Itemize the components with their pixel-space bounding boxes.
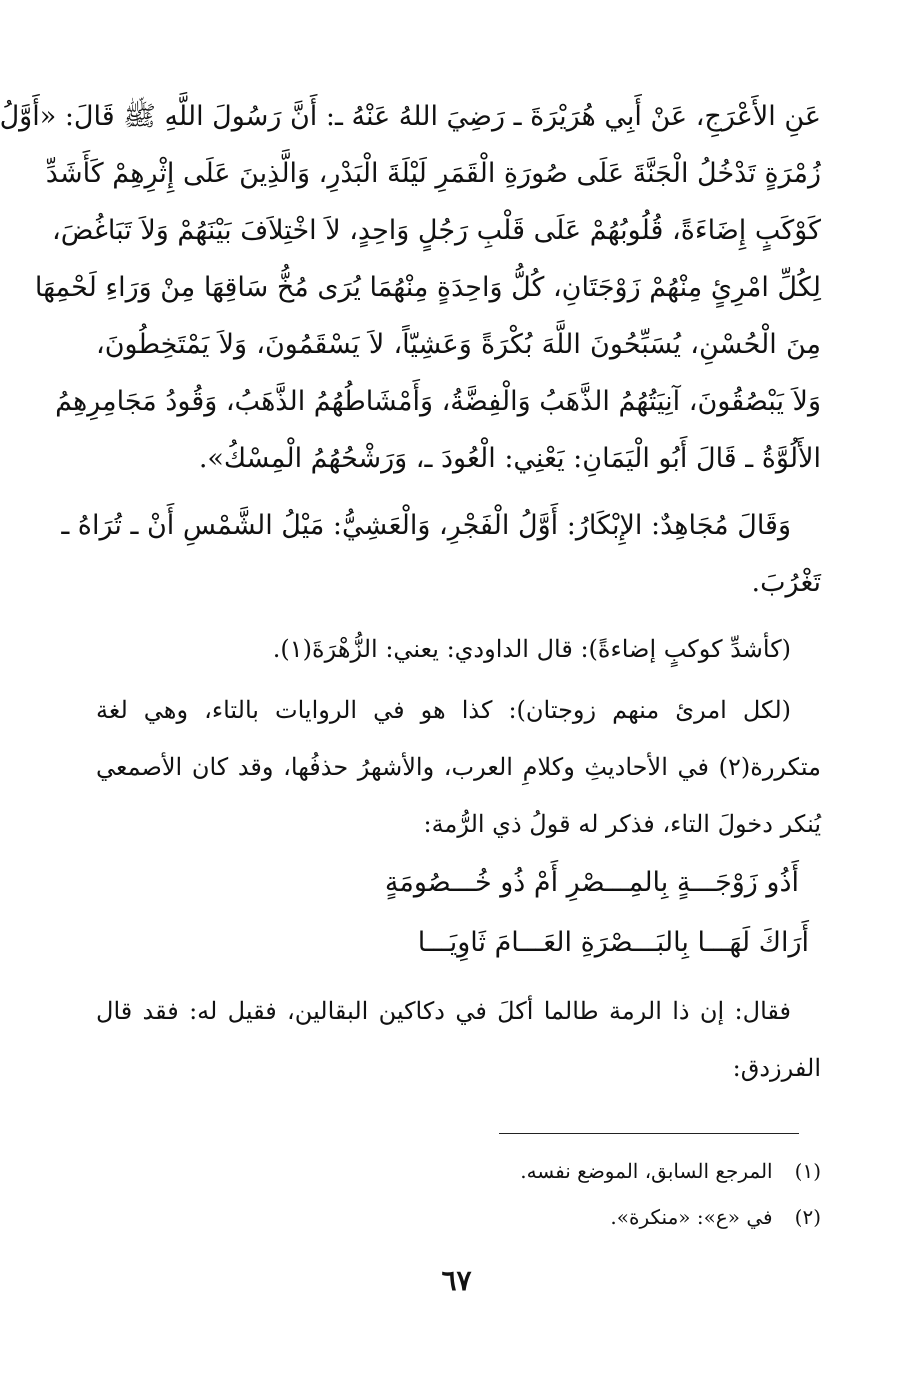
footnote-separator: [499, 1133, 799, 1134]
hadith-line: عَنِ الأَعْرَجِ، عَنْ أَبِي هُرَيْرَةَ ـ رَضِيَ اللهُ عَنْهُ ـ: أَنَّ رَسُولَ اللَّهِ ﷺ قَالَ: «أَوَّلُ: [0, 101, 821, 132]
commentary-line: (كأشدِّ كوكبٍ إضاءةً): قال الداودي: يعني: الزُّهْرَةَ(١).: [272, 635, 791, 663]
commentary: [96, 621, 821, 853]
footnote-number: (١): [794, 1159, 821, 1183]
footnote-text: المرجع السابق، الموضع نفسه.: [520, 1159, 773, 1183]
hadith-line: لِكُلِّ امْرِئٍ مِنْهُمْ زَوْجَتَانِ، كُلُّ وَاحِدَةٍ مِنْهُمَا يُرَى مُخُّ سَاقِهَا مِنْ وَرَاءِ لَحْمِهَا: [34, 272, 821, 303]
footnote: [96, 1148, 821, 1194]
hadith-line: وَلاَ يَبْصُقُونَ، آنِيَتُهُمُ الذَّهَبُ وَالْفِضَّةُ، وَأَمْشَاطُهُمُ الذَّهَبُ، وَقُودُ مَجَامِرِهِمُ: [55, 386, 821, 417]
commentary-line: يُنكر دخولَ التاء، فذكر له قولُ ذي الرُّمة:: [423, 810, 821, 838]
footnote-number: (٢): [794, 1205, 821, 1229]
commentary-line: الفرزدق:: [732, 1054, 821, 1082]
hadith-line: زُمْرَةٍ تَدْخُلُ الْجَنَّةَ عَلَى صُورَةِ الْقَمَرِ لَيْلَةَ الْبَدْرِ، وَالَّذِينَ عَلَى إِثْرِهِمْ كَأَشَدِّ: [45, 158, 821, 189]
commentary-line: (لكل امرئ منهم زوجتان): كذا هو في الروايات بالتاء، وهي لغة: [96, 696, 791, 724]
mujahid-paragraph: [61, 497, 821, 611]
commentary-line: فقال: إن ذا الرمة طالما أكلَ في دكاكين البقالين، فقيل له: فقد قال: [96, 997, 791, 1025]
mujahid-line: وَقَالَ مُجَاهِدٌ: الإِبْكَارُ: أَوَّلُ الْفَجْرِ، وَالْعَشِيُّ: مَيْلُ الشَّمْسِ أَنْ ـ تُرَاهُ ـ: [61, 510, 791, 541]
poetry-verse: [96, 853, 821, 973]
hadith-line: الأَلُوَّةُ ـ قَالَ أَبُو الْيَمَانِ: يَعْنِي: الْعُودَ ـ، وَرَشْحُهُمُ الْمِسْكُ».: [198, 443, 821, 474]
footnotes: [96, 1148, 821, 1240]
footnote-text: في «ع»: «منكرة».: [610, 1205, 773, 1229]
verse-hemistich: أَرَاكَ لَهَـــا بِالبَـــصْرَةِ العَـــامَ ثَاوِيَـــا: [417, 927, 809, 958]
commentary-continued: [96, 983, 821, 1097]
hadith-paragraph: [0, 88, 821, 487]
mujahid-line: تَغْرُبَ.: [751, 567, 821, 598]
footnote: [96, 1194, 821, 1240]
hadith-line: مِنَ الْحُسْنِ، يُسَبِّحُونَ اللَّهَ بُكْرَةً وَعَشِيّاً، لاَ يَسْقَمُونَ، وَلاَ يَمْتَخِطُونَ،: [96, 329, 821, 360]
commentary-line: متكررة(٢) في الأحاديثِ وكلامِ العرب، والأشهرُ حذفُها، وقد كان الأصمعي: [96, 753, 821, 781]
page-number: ٦٧: [441, 1264, 472, 1297]
verse-hemistich: أَذُو زَوْجَـــةٍ بِالمِـــصْرِ أَمْ ذُو خُـــصُومَةٍ: [384, 867, 799, 898]
hadith-line: كَوْكَبٍ إِضَاءَةً، قُلُوبُهُمْ عَلَى قَلْبِ رَجُلٍ وَاحِدٍ، لاَ اخْتِلاَفَ بَيْنَهُمْ وَلاَ تَبَاغُضَ،: [51, 215, 821, 246]
